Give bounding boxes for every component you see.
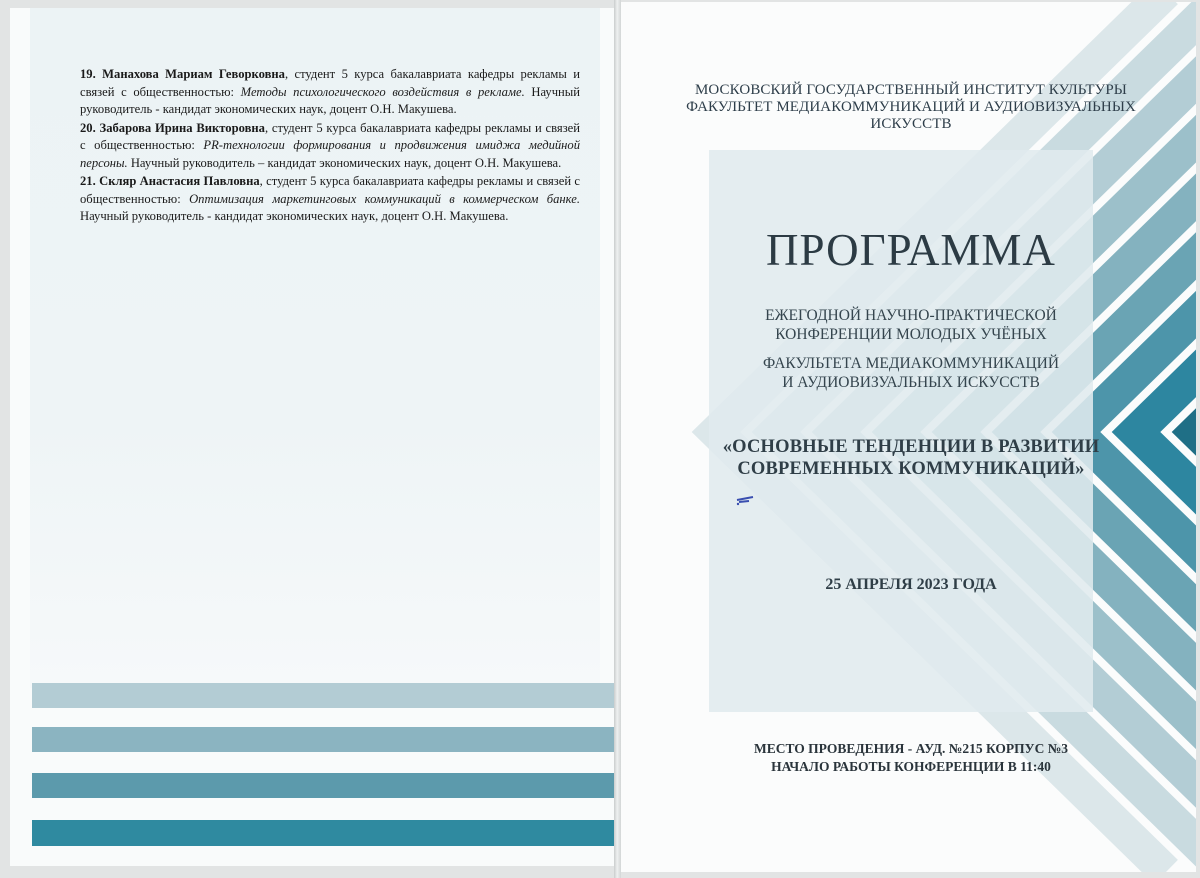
supervisor-info: Научный руководитель - кандидат экономических наук, доцент О.Н. Макушева. [80, 209, 509, 223]
venue-info [681, 740, 1141, 776]
subtitle-line: И АУДИОВИЗУАЛЬНЫХ ИСКУССТВ [782, 374, 1040, 391]
supervisor-info: Научный руководитель – кандидат экономических наук, доцент О.Н. Макушева. [127, 155, 562, 170]
participant-name: Забарова Ирина Викторовна [99, 120, 265, 135]
participant-entry [80, 173, 580, 226]
decorative-stripe [32, 773, 614, 798]
page-title: ПРОГРАММА [766, 225, 1056, 275]
participant-list [80, 66, 580, 227]
booklet-fold [614, 0, 621, 878]
participant-description: , студент 5 курса бакалавриата кафедры рекламы и связей с общественностью: [80, 120, 580, 152]
decorative-stripe [32, 727, 614, 752]
conference-subtitle [681, 306, 1141, 344]
participant-entry [80, 120, 580, 173]
participant-description: , студент 5 курса бакалавриата кафедры рекламы и связей с общественностью: [80, 67, 580, 99]
institution-header [681, 82, 1141, 133]
participant-description: , студент 5 курса бакалавриата кафедры рекламы и связей с общественностью: [80, 174, 580, 206]
theme-line: СОВРЕМЕННЫХ КОММУНИКАЦИЙ» [737, 459, 1085, 479]
entry-number: 19. [80, 67, 96, 81]
supervisor-info: Научный руководитель - кандидат экономических наук, доцент О.Н. Макушева. [80, 84, 580, 116]
start-time: НАЧАЛО РАБОТЫ КОНФЕРЕНЦИИ В 11:40 [771, 759, 1051, 774]
entry-number: 21. [80, 174, 96, 188]
venue-location: МЕСТО ПРОВЕДЕНИЯ - АУД. №215 КОРПУС №3 [753, 741, 1069, 756]
cover-page [621, 2, 1196, 872]
subtitle-line: ЕЖЕГОДНОЙ НАУЧНО-ПРАКТИЧЕСКОЙ [765, 307, 1057, 324]
decorative-stripe [32, 683, 614, 708]
theme-line: «ОСНОВНЫЕ ТЕНДЕНЦИИ В РАЗВИТИИ [722, 437, 1100, 457]
subtitle-line: ФАКУЛЬТЕТА МЕДИАКОММУНИКАЦИЙ [762, 355, 1060, 372]
participant-name: Скляр Анастасия Павловна [99, 174, 260, 188]
report-topic: Методы психологического воздействия в рекламе. [240, 84, 525, 99]
institute-name: МОСКОВСКИЙ ГОСУДАРСТВЕННЫЙ ИНСТИТУТ КУЛЬТУРЫ [695, 82, 1127, 98]
faculty-name: ФАКУЛЬТЕТ МЕДИАКОММУНИКАЦИЙ И АУДИОВИЗУАЛЬНЫХ ИСКУССТВ [686, 99, 1136, 132]
subtitle-line: КОНФЕРЕНЦИИ МОЛОДЫХ УЧЁНЫХ [775, 326, 1047, 343]
participant-entry [80, 66, 580, 119]
report-topic: Оптимизация маркетинговых коммуникаций в коммерческом банке. [189, 191, 580, 206]
decorative-stripe [32, 820, 614, 846]
participant-name: Манахова Мариам Геворковна [102, 67, 285, 81]
faculty-subtitle [681, 354, 1141, 392]
entry-number: 20. [80, 120, 96, 135]
report-topic: PR-технологии формирования и продвижения имиджа медийной персоны. [80, 138, 580, 170]
conference-theme [681, 436, 1141, 480]
left-page [10, 8, 614, 866]
conference-date: 25 АПРЕЛЯ 2023 ГОДА [825, 576, 997, 593]
ink-stamp-mark [733, 492, 757, 506]
